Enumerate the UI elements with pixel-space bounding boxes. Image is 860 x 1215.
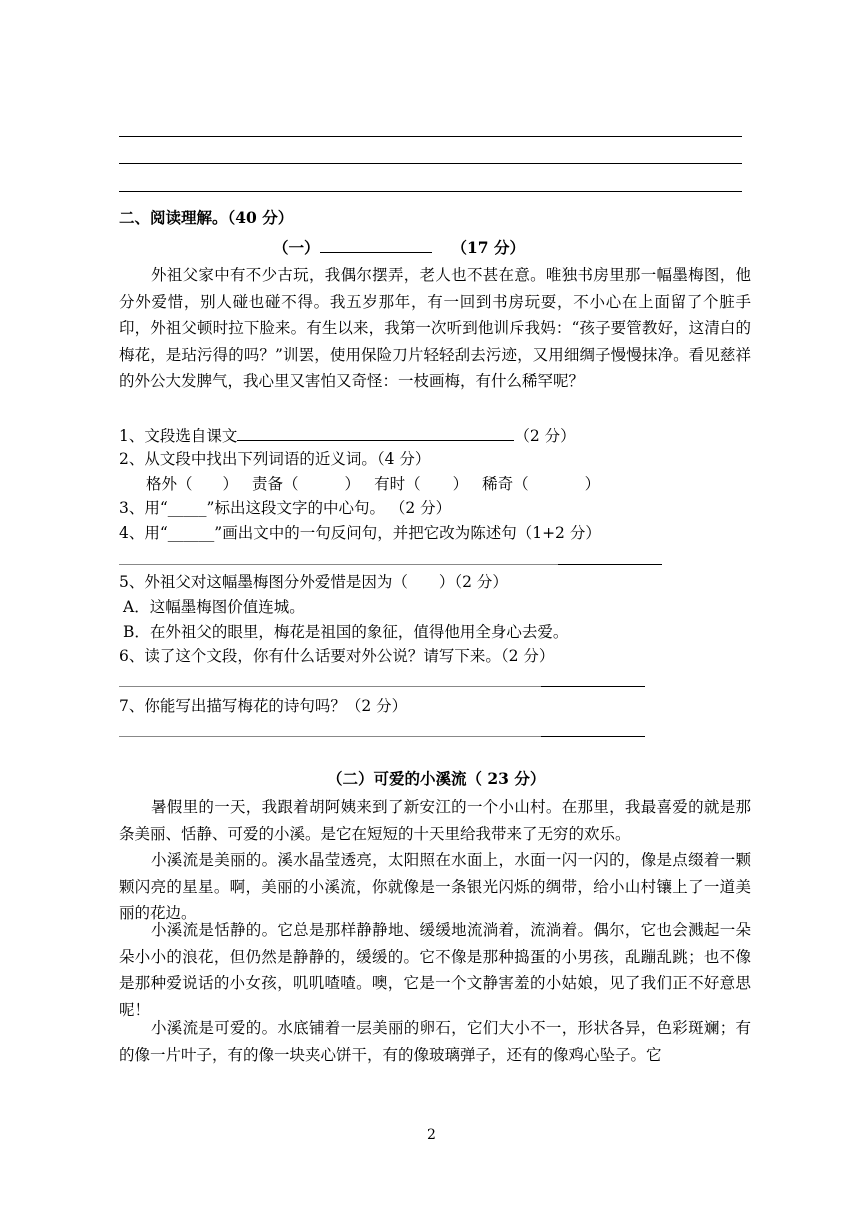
answer-line-dark <box>541 736 645 737</box>
question-3: 3、用“_____”标出这段文字的中心句。 （2 分） <box>119 499 452 517</box>
answer-line-dark <box>558 564 662 565</box>
part2-paragraph-4: 小溪流是可爱的。水底铺着一层美丽的卵石，它们大小不一，形状各异，色彩斑斓；有的像一片叶子，有的像一块夹心饼干，有的像玻璃弹子，还有的像鸡心坠子。它 <box>119 1019 751 1064</box>
page-number: 2 <box>427 1127 436 1143</box>
question-4: 4、用“______”画出文中的一句反问句，并把它改为陈述句（1+2 分） <box>119 524 601 542</box>
answer-line-dark <box>541 686 645 687</box>
question-1: 1、文段选自课文 （2 分） <box>119 424 576 446</box>
part1-title: （一） （17 分） <box>273 238 525 257</box>
question-2: 2、从文段中找出下列词语的近义词。（4 分） <box>119 450 431 468</box>
question-7: 7、你能写出描写梅花的诗句吗？（2 分） <box>119 697 408 715</box>
question-2-items: 格外（ ） 责备（ ） 有时（ ） 稀奇（ ） <box>146 475 601 493</box>
answer-line <box>119 136 742 137</box>
section-title: 二、阅读理解。（40 分） <box>119 208 294 227</box>
part2-title: （二）可爱的小溪流（ 23 分） <box>327 769 546 788</box>
part1-passage: 外祖父家中有不少古玩，我偶尔摆弄，老人也不甚在意。唯独书房里那一幅墨梅图，他分外爱惜，别人碰也碰不得。我五岁那年，有一回到书房玩耍，不小心在上面留了个脏手印，外祖父顿时拉下脸来。有生以来，我第一次听到他训斥我妈：“孩子要管教好，这清白的梅花，是玷污得的吗？”训罢，使用保险刀片轻轻刮去污迹，又用细绸子慢慢抹净。看见慈祥的外公大发脾气，我心里又害怕又奇怪：一枝画梅，有什么稀罕呢？ <box>119 266 751 390</box>
q1-blank <box>237 424 514 441</box>
question-6: 6、读了这个文段，你有什么话要对外公说？请写下来。（2 分） <box>119 647 555 665</box>
answer-line <box>119 191 742 192</box>
answer-line <box>119 163 742 164</box>
part2-paragraph-2: 小溪流是美丽的。溪水晶莹透亮，太阳照在水面上，水面一闪一闪的，像是点缀着一颗颗闪亮的星星。啊，美丽的小溪流，你就像是一条银光闪烁的绸带，给小山村镶上了一道美丽的花边。 <box>119 851 751 922</box>
part2-paragraph-3: 小溪流是恬静的。它总是那样静静地、缓缓地流淌着，流淌着。偶尔，它也会溅起一朵朵小小的浪花，但仍然是静静的，缓缓的。它不像是那种捣蛋的小男孩，乱蹦乱跳；也不像是那种爱说话的小女孩，叽叽喳喳。噢，它是一个文静害羞的小姑娘，见了我们正不好意思呢！ <box>119 921 751 1019</box>
title-blank <box>320 236 432 253</box>
option-a: A．这幅墨梅图价值连城。 <box>123 598 305 616</box>
part2-paragraph-1: 暑假里的一天，我跟着胡阿姨来到了新安江的一个小山村。在那里，我最喜爱的就是那条美丽、恬静、可爱的小溪。是它在短短的十天里给我带来了无穷的欢乐。 <box>119 798 751 843</box>
option-b: B．在外祖父的眼里，梅花是祖国的象征，值得他用全身心去爱。 <box>123 623 569 641</box>
question-5: 5、外祖父对这幅墨梅图分外爱惜是因为（ ）（2 分） <box>119 573 508 591</box>
